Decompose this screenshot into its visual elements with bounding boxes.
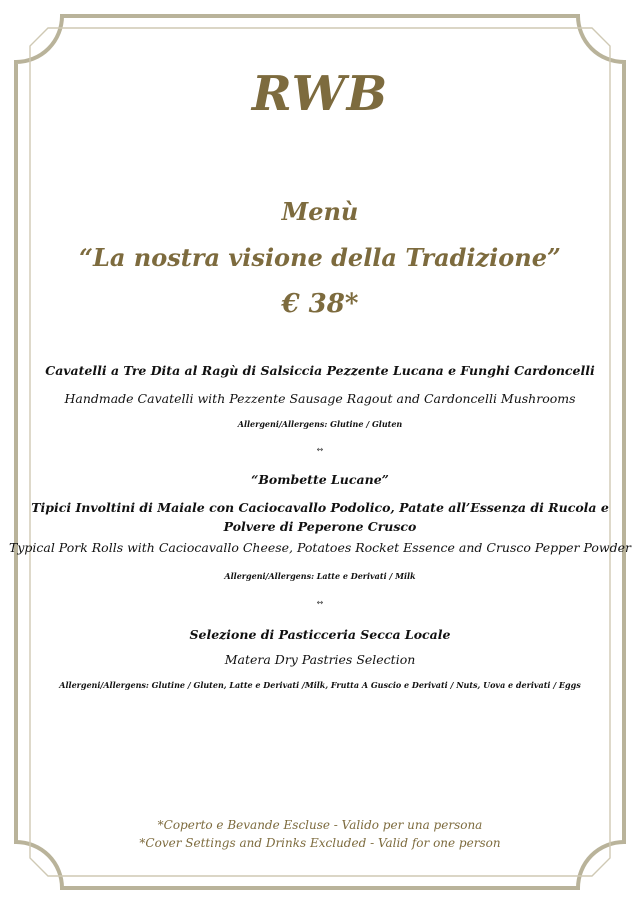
menu-subtitle: “La nostra visione della Tradizione” bbox=[79, 243, 561, 272]
course-3-allergens: Allergeni/Allergens: Glutine / Gluten, Latte e Derivati /Milk, Frutta A Guscio e Derivati / Nuts, Uova e derivati / Eggs bbox=[59, 680, 581, 690]
course-2-name-it-line2: Polvere di Peperone Crusco bbox=[223, 519, 417, 534]
footer-note-it: *Coperto e Bevande Escluse - Valido per una persona bbox=[157, 818, 483, 832]
course-1-name-en: Handmade Cavatelli with Pezzente Sausage Ragout and Cardoncelli Mushrooms bbox=[64, 391, 576, 406]
course-2-name-it-line1: Tipici Involtini di Maiale con Caciocavallo Podolico, Patate all’Essenza di Rucola e bbox=[31, 500, 609, 515]
menu-title: Menù bbox=[281, 197, 359, 226]
separator-icon: ↭ bbox=[316, 445, 324, 454]
course-2-allergens: Allergeni/Allergens: Latte e Derivati / Milk bbox=[224, 571, 416, 581]
course-1-allergens: Allergeni/Allergens: Glutine / Gluten bbox=[237, 419, 403, 429]
menu-price: € 38* bbox=[281, 289, 359, 319]
course-2-title: “Bombette Lucane” bbox=[251, 472, 389, 487]
course-2-name-en: Typical Pork Rolls with Caciocavallo Cheese, Potatoes Rocket Essence and Crusco Pepper Powder bbox=[8, 540, 631, 555]
brand-logo: RWB bbox=[251, 66, 389, 122]
course-1-name-it: Cavatelli a Tre Dita al Ragù di Salsiccia Pezzente Lucana e Funghi Cardoncelli bbox=[45, 363, 595, 378]
separator-icon: ↭ bbox=[316, 598, 324, 607]
course-3-name-it: Selezione di Pasticceria Secca Locale bbox=[189, 627, 451, 642]
footer-note-en: *Cover Settings and Drinks Excluded - Valid for one person bbox=[139, 836, 501, 850]
course-3-name-en: Matera Dry Pastries Selection bbox=[224, 652, 416, 667]
